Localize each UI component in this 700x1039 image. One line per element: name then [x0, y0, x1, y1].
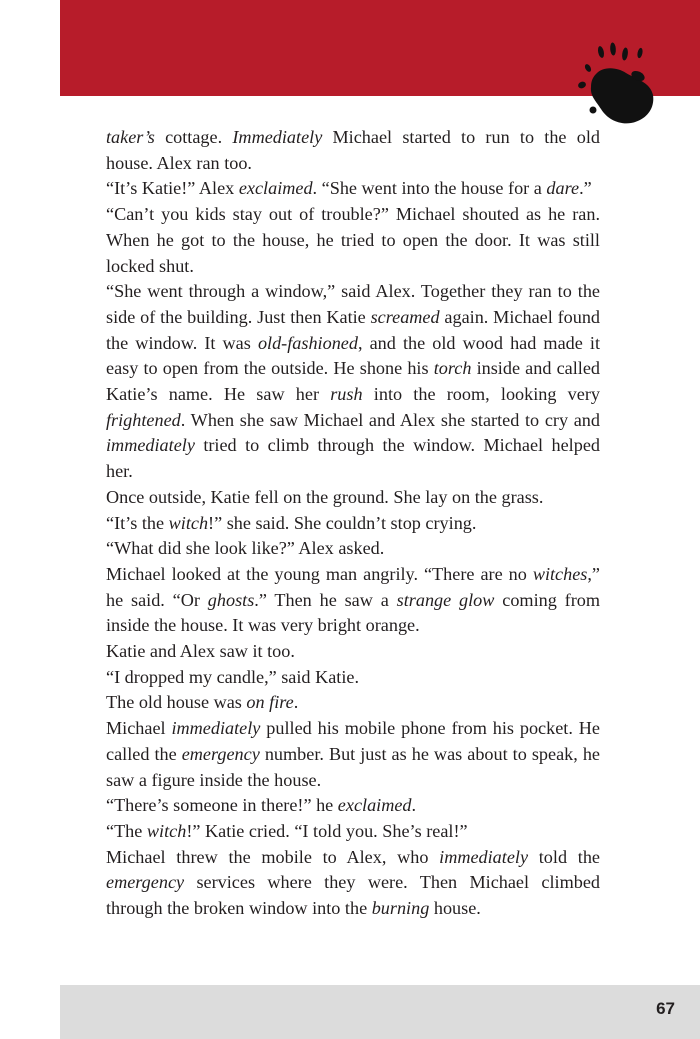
text-run: Michael: [106, 718, 172, 739]
paragraph: [106, 793, 600, 819]
text-run: “It’s the: [106, 512, 169, 533]
italic-run: strange glow: [396, 589, 495, 610]
italic-run: witches: [532, 563, 588, 584]
text-run: “She went through a window,” said Alex. Together they ran to the side of the building. Just then Katie: [106, 281, 600, 327]
italic-run: Immediately: [232, 127, 323, 147]
text-run: Once outside, Katie fell on the ground. She lay on the grass.: [106, 486, 544, 507]
paragraph: [106, 716, 600, 793]
italic-run: rush: [330, 384, 363, 405]
italic-run: on fire: [246, 692, 294, 713]
page-number: 67: [656, 999, 675, 1018]
text-run: inside and called Katie’s name. He saw her: [106, 358, 600, 405]
story-text: [106, 125, 600, 922]
italic-run: emergency: [181, 743, 260, 764]
italic-run: immediately: [106, 435, 195, 456]
paragraph: [106, 690, 600, 716]
footer-band: [60, 985, 700, 1039]
text-run: services where they were. Then Michael climbed through the broken window into the: [106, 872, 600, 919]
text-run: tried to climb through the window. Michael helped her.: [106, 435, 600, 482]
italic-run: witch: [168, 512, 209, 533]
paragraph: [106, 202, 600, 279]
paragraph: [106, 536, 600, 562]
text-run: !” she said. She couldn’t stop crying.: [208, 512, 477, 533]
text-run: coming from inside the house. It was very bright orange.: [106, 589, 600, 636]
text-run: “There’s someone in there!” he: [106, 795, 338, 816]
text-run: pulled his mobile phone from his pocket. He called the: [106, 718, 600, 764]
italic-run: exclaimed: [238, 178, 313, 199]
text-run: .” Then he saw a: [254, 589, 397, 610]
italic-run: immediately: [171, 718, 261, 739]
italic-run: exclaimed: [337, 795, 412, 816]
italic-run: immediately: [439, 846, 529, 867]
italic-run: frightened: [106, 409, 181, 430]
text-run: into the room, looking very: [362, 384, 600, 405]
italic-run: taker’s: [106, 127, 155, 147]
handprint-icon: [572, 40, 662, 130]
text-run: ,” he said. “Or: [106, 563, 600, 610]
italic-run: emergency: [106, 872, 185, 893]
text-run: Michael threw the mobile to Alex, who: [106, 846, 440, 867]
italic-run: old-fashioned: [257, 332, 358, 353]
italic-run: witch: [146, 820, 187, 841]
italic-run: burning: [371, 898, 430, 919]
text-run: number. But just as he was about to speak, he saw a figure inside the house.: [106, 743, 601, 790]
paragraph: [106, 562, 600, 639]
paragraph: [106, 485, 600, 511]
text-run: !” Katie cried. “I told you. She’s real!”: [186, 820, 468, 841]
text-run: The old house was: [106, 692, 247, 713]
text-run: .”: [579, 178, 592, 199]
text-run: “I dropped my candle,” said Katie.: [106, 666, 360, 687]
text-run: . When she saw Michael and Alex she started to cry and: [180, 409, 600, 430]
paragraph: [106, 511, 600, 537]
italic-run: dare: [546, 178, 580, 199]
text-run: , and the old wood had made it easy to open from the outside. He shone his: [106, 332, 600, 379]
text-run: .: [293, 692, 299, 713]
paragraph: [106, 176, 600, 202]
italic-run: ghosts: [207, 589, 255, 610]
text-run: told the: [528, 846, 600, 867]
paragraph: [106, 665, 600, 691]
text-run: Michael looked at the young man angrily. “There are no: [106, 563, 533, 584]
text-run: .: [411, 795, 417, 816]
paragraph: [106, 279, 600, 485]
paragraph: [106, 639, 600, 665]
text-run: again. Michael found the window. It was: [106, 306, 601, 353]
text-run: “What did she look like?” Alex asked.: [106, 538, 385, 559]
text-run: cottage.: [154, 127, 233, 147]
italic-run: torch: [433, 358, 472, 379]
paragraph: [106, 125, 600, 176]
italic-run: screamed: [370, 306, 440, 327]
text-run: Michael started to run to the old house. Alex ran too.: [106, 127, 600, 173]
text-run: . “She went into the house for a: [312, 178, 547, 199]
text-run: house.: [429, 898, 481, 919]
paragraph: [106, 845, 600, 922]
text-run: “It’s Katie!” Alex: [106, 178, 239, 199]
text-run: “The: [106, 820, 147, 841]
paragraph: [106, 819, 600, 845]
text-run: Katie and Alex saw it too.: [106, 641, 295, 662]
text-run: “Can’t you kids stay out of trouble?” Michael shouted as he ran. When he got to the house, he tried to open the door. It was still locked shut.: [106, 204, 600, 276]
